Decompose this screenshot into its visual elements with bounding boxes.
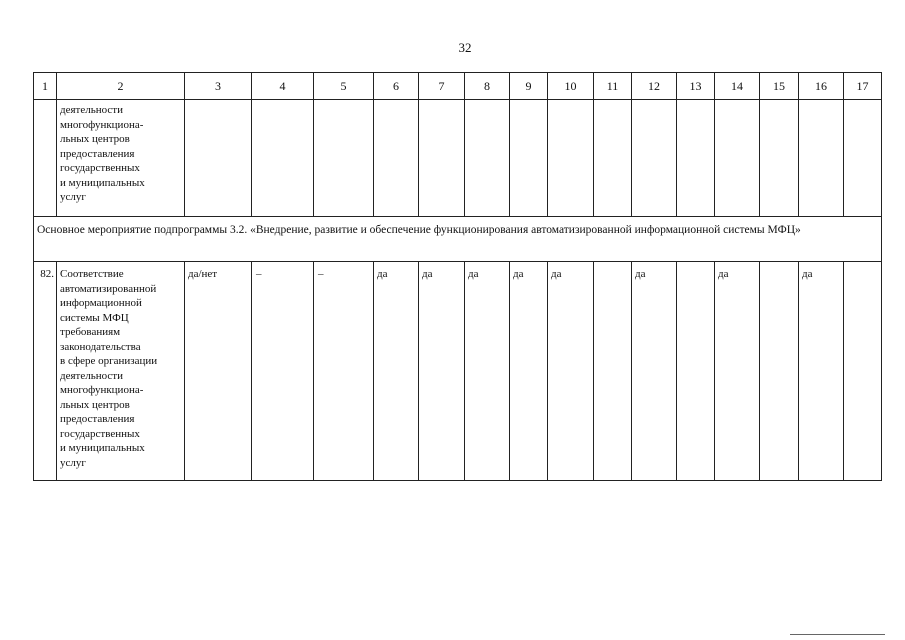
value-cell: –: [314, 262, 374, 481]
row-number: 82.: [34, 262, 57, 481]
unit-cell: да/нет: [185, 262, 252, 481]
empty-cell: [844, 100, 882, 217]
empty-cell: [314, 100, 374, 217]
column-number: 3: [185, 73, 252, 100]
column-number: 17: [844, 73, 882, 100]
column-number: 15: [760, 73, 799, 100]
empty-cell: [465, 100, 510, 217]
indicator-table: [33, 72, 882, 481]
value-cell: да: [715, 262, 760, 481]
section-row: [34, 217, 882, 262]
section-title: Основное мероприятие подпрограммы 3.2. «Внедрение, развитие и обеспечение функционирования автоматизированной информационной системы МФЦ»: [34, 217, 882, 262]
value-cell: да: [799, 262, 844, 481]
value-cell: [677, 262, 715, 481]
value-cell: да: [465, 262, 510, 481]
empty-cell: [760, 100, 799, 217]
empty-cell: [34, 100, 57, 217]
empty-cell: [594, 100, 632, 217]
page-number: 32: [458, 40, 472, 55]
value-cell: [594, 262, 632, 481]
empty-cell: [510, 100, 548, 217]
column-number: 7: [419, 73, 465, 100]
column-number: 11: [594, 73, 632, 100]
value-cell: –: [252, 262, 314, 481]
column-number: 1: [34, 73, 57, 100]
column-number: 13: [677, 73, 715, 100]
column-number: 9: [510, 73, 548, 100]
value-cell: [760, 262, 799, 481]
column-number: 6: [374, 73, 419, 100]
empty-cell: [548, 100, 594, 217]
empty-cell: [715, 100, 760, 217]
column-number: 2: [57, 73, 185, 100]
value-cell: [844, 262, 882, 481]
empty-cell: [677, 100, 715, 217]
column-number: 10: [548, 73, 594, 100]
value-cell: да: [419, 262, 465, 481]
empty-cell: [185, 100, 252, 217]
column-number: 8: [465, 73, 510, 100]
column-number: 4: [252, 73, 314, 100]
empty-cell: [252, 100, 314, 217]
continuation-text: деятельности многофункциона- льных центров предоставления государственных и муниципальных услуг: [57, 100, 185, 217]
column-number: 12: [632, 73, 677, 100]
empty-cell: [632, 100, 677, 217]
column-number: 14: [715, 73, 760, 100]
value-cell: да: [374, 262, 419, 481]
indicator-name: Соответствие автоматизированной информационной системы МФЦ требованиям законодательства в сфере организации деятельности многофункциона- льных центров предоставления государственных и муниципальных услуг: [57, 262, 185, 481]
table-row: [34, 262, 882, 481]
column-number: 16: [799, 73, 844, 100]
column-number-row: [34, 73, 882, 100]
value-cell: да: [548, 262, 594, 481]
empty-cell: [374, 100, 419, 217]
empty-cell: [419, 100, 465, 217]
value-cell: да: [510, 262, 548, 481]
value-cell: да: [632, 262, 677, 481]
column-number: 5: [314, 73, 374, 100]
footer-rule: [790, 634, 885, 635]
continuation-row: [34, 100, 882, 217]
empty-cell: [799, 100, 844, 217]
